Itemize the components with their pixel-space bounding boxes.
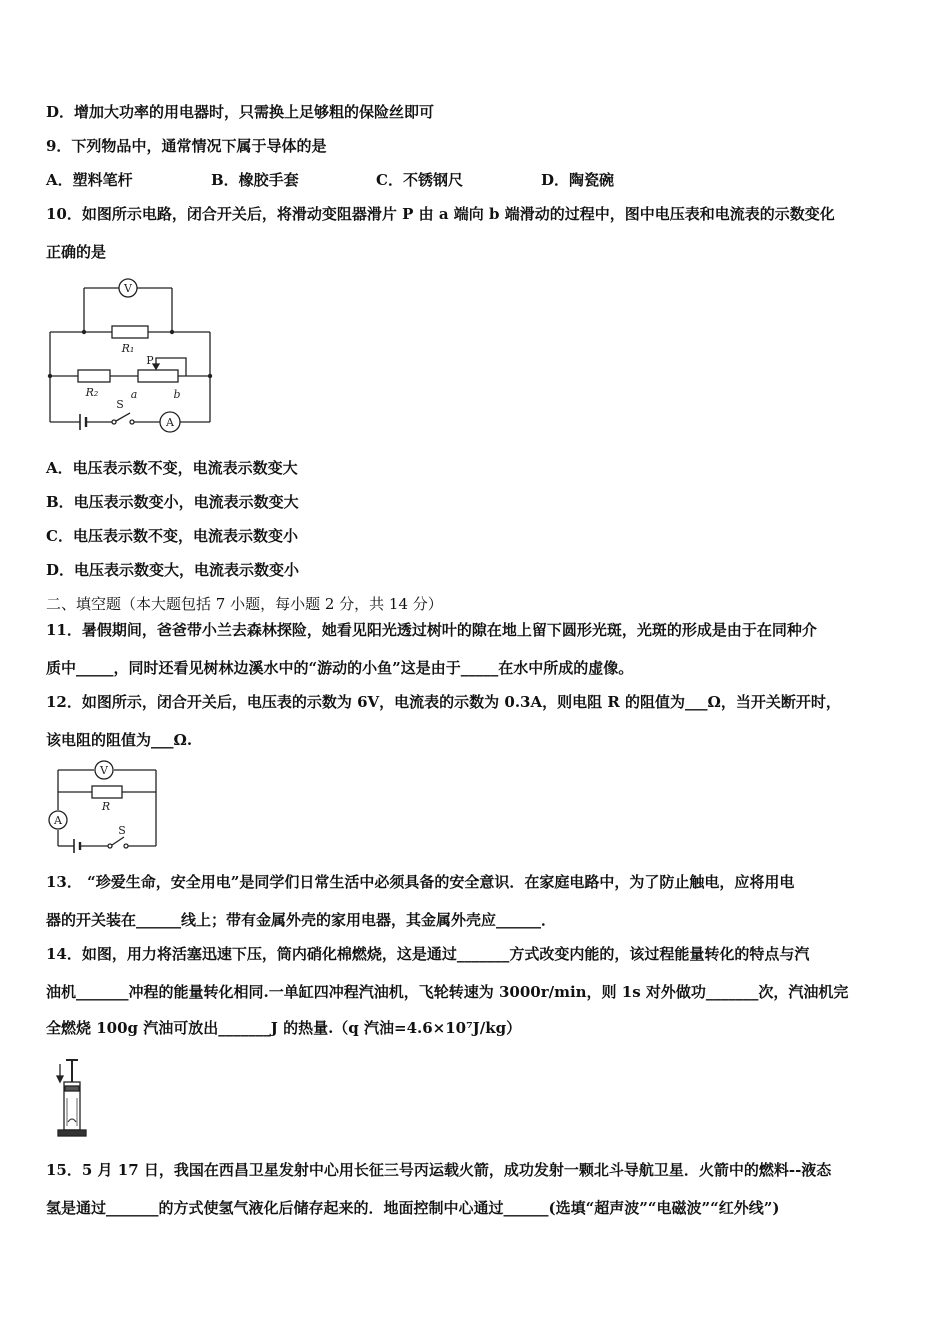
q10-stem-line2: 正确的是 [46, 243, 107, 261]
r-label: R [101, 800, 111, 813]
q9-option-a: A．塑料笔杆 [46, 171, 133, 189]
q11-line1: 11．暑假期间，爸爸带小兰去森林探险，她看见阳光透过树叶的隙在地上留下圆形光斑，光斑的形成是由于在同种介 [46, 621, 817, 639]
q10-option-b: B．电压表示数变小，电流表示数变大 [46, 493, 299, 511]
q9-option-c: C．不锈钢尺 [376, 171, 463, 189]
section-2-heading: 二、填空题（本大题包括 7 小题，每小题 2 分，共 14 分） [46, 595, 443, 613]
r1-label: R₁ [121, 342, 135, 355]
r2-label: R₂ [85, 386, 99, 399]
resistor-r1 [112, 326, 148, 338]
ammeter-label: A [54, 814, 62, 827]
q9-option-b: B．橡胶手套 [211, 171, 299, 189]
switch-s-label: S [118, 824, 126, 837]
q15-line1: 15．5 月 17 日，我国在西昌卫星发射中心用长征三号丙运载火箭，成功发射一颗北斗导航卫星．火箭中的燃料--液态 [46, 1161, 832, 1179]
q11-line2: 质中_____，同时还看见树林边溪水中的“游动的小鱼”这是由于_____在水中所成的虚像。 [46, 659, 634, 677]
q13-line2: 器的开关装在______线上；带有金属外壳的家用电器，其金属外壳应______． [46, 911, 557, 929]
resistor-r2 [78, 370, 110, 382]
voltmeter-label: V [100, 764, 108, 777]
q8-option-d: D．增加大功率的用电器时，只需换上足够粗的保险丝即可 [46, 103, 435, 121]
q10-stem-line1: 10．如图所示电路，闭合开关后，将滑动变阻器滑片 P 由 a 端向 b 端滑动的过程中，图中电压表和电流表的示数变化 [46, 205, 835, 223]
q13-line1: 13． “珍爱生命，安全用电”是同学们日常生活中必须具备的安全意识．在家庭电路中，为了防止触电，应将用电 [46, 873, 795, 891]
resistor-r [92, 786, 122, 798]
q14-line2: 油机_______冲程的能量转化相同.一单缸四冲程汽油机，飞轮转速为 3000r/min，则 1s 对外做功_______次，汽油机完 [46, 983, 849, 1001]
q10-option-d: D．电压表示数变大，电流表示数变小 [46, 561, 300, 579]
q9-option-d: D．陶瓷碗 [541, 171, 615, 189]
q14-line3: 全燃烧 100g 汽油可放出_______J 的热量.（q 汽油=4.6×10⁷J/kg） [46, 1019, 522, 1037]
q9-stem: 9．下列物品中，通常情况下属于导体的是 [46, 137, 327, 155]
rheostat [138, 370, 178, 382]
q10-option-a: A．电压表示数不变，电流表示数变大 [46, 459, 298, 477]
terminal-b-label: b [173, 388, 181, 401]
ammeter-label: A [166, 416, 174, 429]
q12-line1: 12．如图所示，闭合开关后，电压表的示数为 6V，电流表的示数为 0.3A，则电阻 R 的阻值为___Ω，当开关断开时， [46, 693, 841, 711]
q12-line2: 该电阻的阻值为___Ω. [46, 731, 193, 749]
q15-line2: 氢是通过_______的方式使氢气液化后储存起来的．地面控制中心通过______(选填“超声波”“电磁波”“红外线”) [46, 1199, 780, 1217]
q12-circuit-diagram [44, 758, 164, 854]
slider-p-label: P [146, 354, 154, 367]
voltmeter-label: V [124, 282, 132, 295]
terminal-a-label: a [130, 388, 138, 401]
switch-s-label: S [116, 398, 124, 411]
q10-option-c: C．电压表示数不变，电流表示数变小 [46, 527, 298, 545]
q14-line1: 14．如图，用力将活塞迅速下压，筒内硝化棉燃烧，这是通过_______方式改变内能的，该过程能量转化的特点与汽 [46, 945, 810, 963]
q14-piston-diagram [50, 1058, 94, 1142]
q10-circuit-diagram [44, 272, 216, 438]
